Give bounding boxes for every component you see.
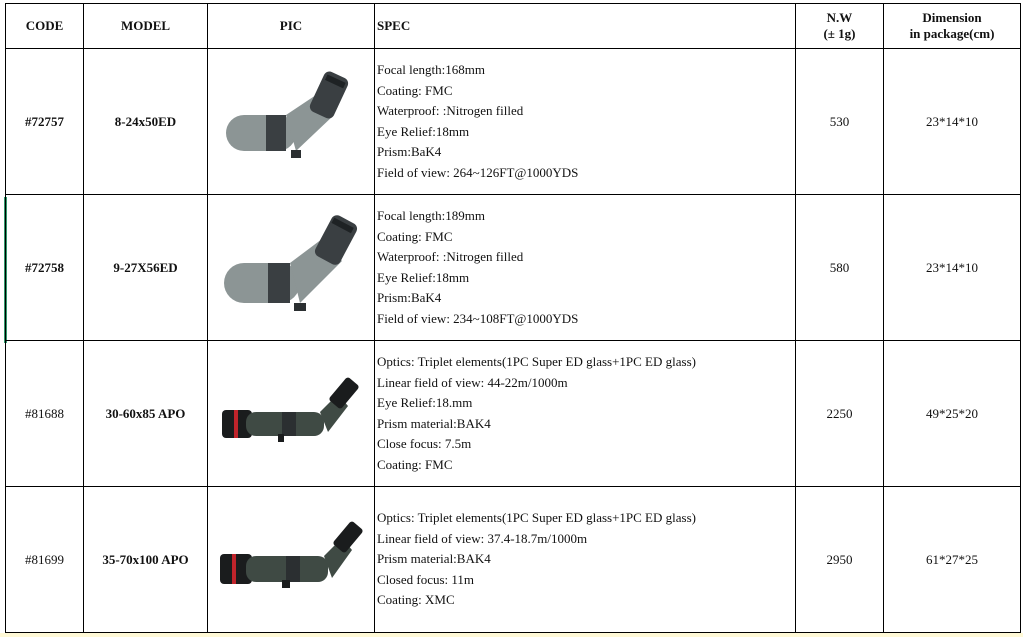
header-dimension-line2: in package(cm) [909, 26, 995, 41]
spec-cell [375, 49, 796, 195]
header-dimension-line1: Dimension [922, 10, 982, 25]
code-cell: #81699 [6, 487, 84, 633]
spec-line: Linear field of view: 37.4-18.7m/1000m [377, 530, 588, 546]
product-spec-table [5, 3, 1021, 633]
spotting-scope-icon [216, 211, 366, 321]
spec-line: Coating: XMC [377, 592, 455, 608]
spec-line: Focal length:189mm [377, 208, 485, 223]
pic-cell [208, 195, 375, 341]
header-spec: SPEC [375, 4, 796, 49]
spec-line: Closed focus: 11m [377, 571, 475, 587]
nw-cell: 580 [796, 195, 884, 341]
spec-line: Linear field of view: 44-22m/1000m [377, 374, 568, 390]
pic-cell [208, 49, 375, 195]
header-nw [796, 4, 884, 49]
spec-cell [375, 487, 796, 633]
code-cell: #81688 [6, 341, 84, 487]
spec-line: Coating: FMC [377, 456, 453, 472]
spec-line: Optics: Triplet elements(1PC Super ED glass+1PC ED glass) [377, 510, 696, 526]
bottom-strip [0, 633, 1023, 637]
spec-line: Prism:BaK4 [377, 144, 442, 159]
spec-line: Field of view: 264~126FT@1000YDS [377, 164, 579, 180]
dimension-cell: 23*14*10 [884, 195, 1021, 341]
spec-line: Waterproof: :Nitrogen filled [377, 249, 524, 264]
spec-line: Eye Relief:18.mm [377, 395, 473, 410]
table-row [6, 195, 1021, 341]
spec-line: Prism material:BAK4 [377, 551, 491, 567]
pic-cell [208, 487, 375, 633]
spec-line: Coating: FMC [377, 228, 453, 244]
spotting-scope-icon [216, 518, 366, 598]
model-cell: 30-60x85 APO [84, 341, 208, 487]
spec-cell [375, 195, 796, 341]
header-pic: PIC [208, 4, 375, 49]
header-nw-line1: N.W [826, 10, 853, 25]
nw-cell: 2950 [796, 487, 884, 633]
header-dimension [884, 4, 1021, 49]
spec-line: Eye Relief:18mm [377, 269, 470, 285]
spec-line: Waterproof: :Nitrogen filled [377, 103, 524, 118]
model-cell: 35-70x100 APO [84, 487, 208, 633]
header-model: MODEL [84, 4, 208, 49]
spec-line: Eye Relief:18mm [377, 123, 470, 139]
spotting-scope-icon [216, 65, 366, 175]
nw-cell: 530 [796, 49, 884, 195]
dimension-cell: 23*14*10 [884, 49, 1021, 195]
spec-cell [375, 341, 796, 487]
spec-line: Coating: FMC [377, 82, 453, 98]
spec-line: Close focus: 7.5m [377, 436, 472, 451]
dimension-cell: 49*25*20 [884, 341, 1021, 487]
model-cell: 8-24x50ED [84, 49, 208, 195]
header-nw-line2: (± 1g) [823, 26, 856, 41]
header-code: CODE [6, 4, 84, 49]
spec-line: Optics: Triplet elements(1PC Super ED glass+1PC ED glass) [377, 354, 696, 369]
table-row [6, 49, 1021, 195]
spec-line: Prism:BaK4 [377, 290, 442, 305]
header-row [6, 4, 1021, 49]
code-cell: #72757 [6, 49, 84, 195]
dimension-cell: 61*27*25 [884, 487, 1021, 633]
spotting-scope-icon [216, 372, 366, 452]
pic-cell [208, 341, 375, 487]
spec-line: Focal length:168mm [377, 62, 485, 77]
spec-line: Prism material:BAK4 [377, 415, 491, 431]
nw-cell: 2250 [796, 341, 884, 487]
table-row [6, 341, 1021, 487]
spec-line: Field of view: 234~108FT@1000YDS [377, 310, 579, 326]
model-cell: 9-27X56ED [84, 195, 208, 341]
code-cell: #72758 [6, 195, 84, 341]
table-row [6, 487, 1021, 633]
